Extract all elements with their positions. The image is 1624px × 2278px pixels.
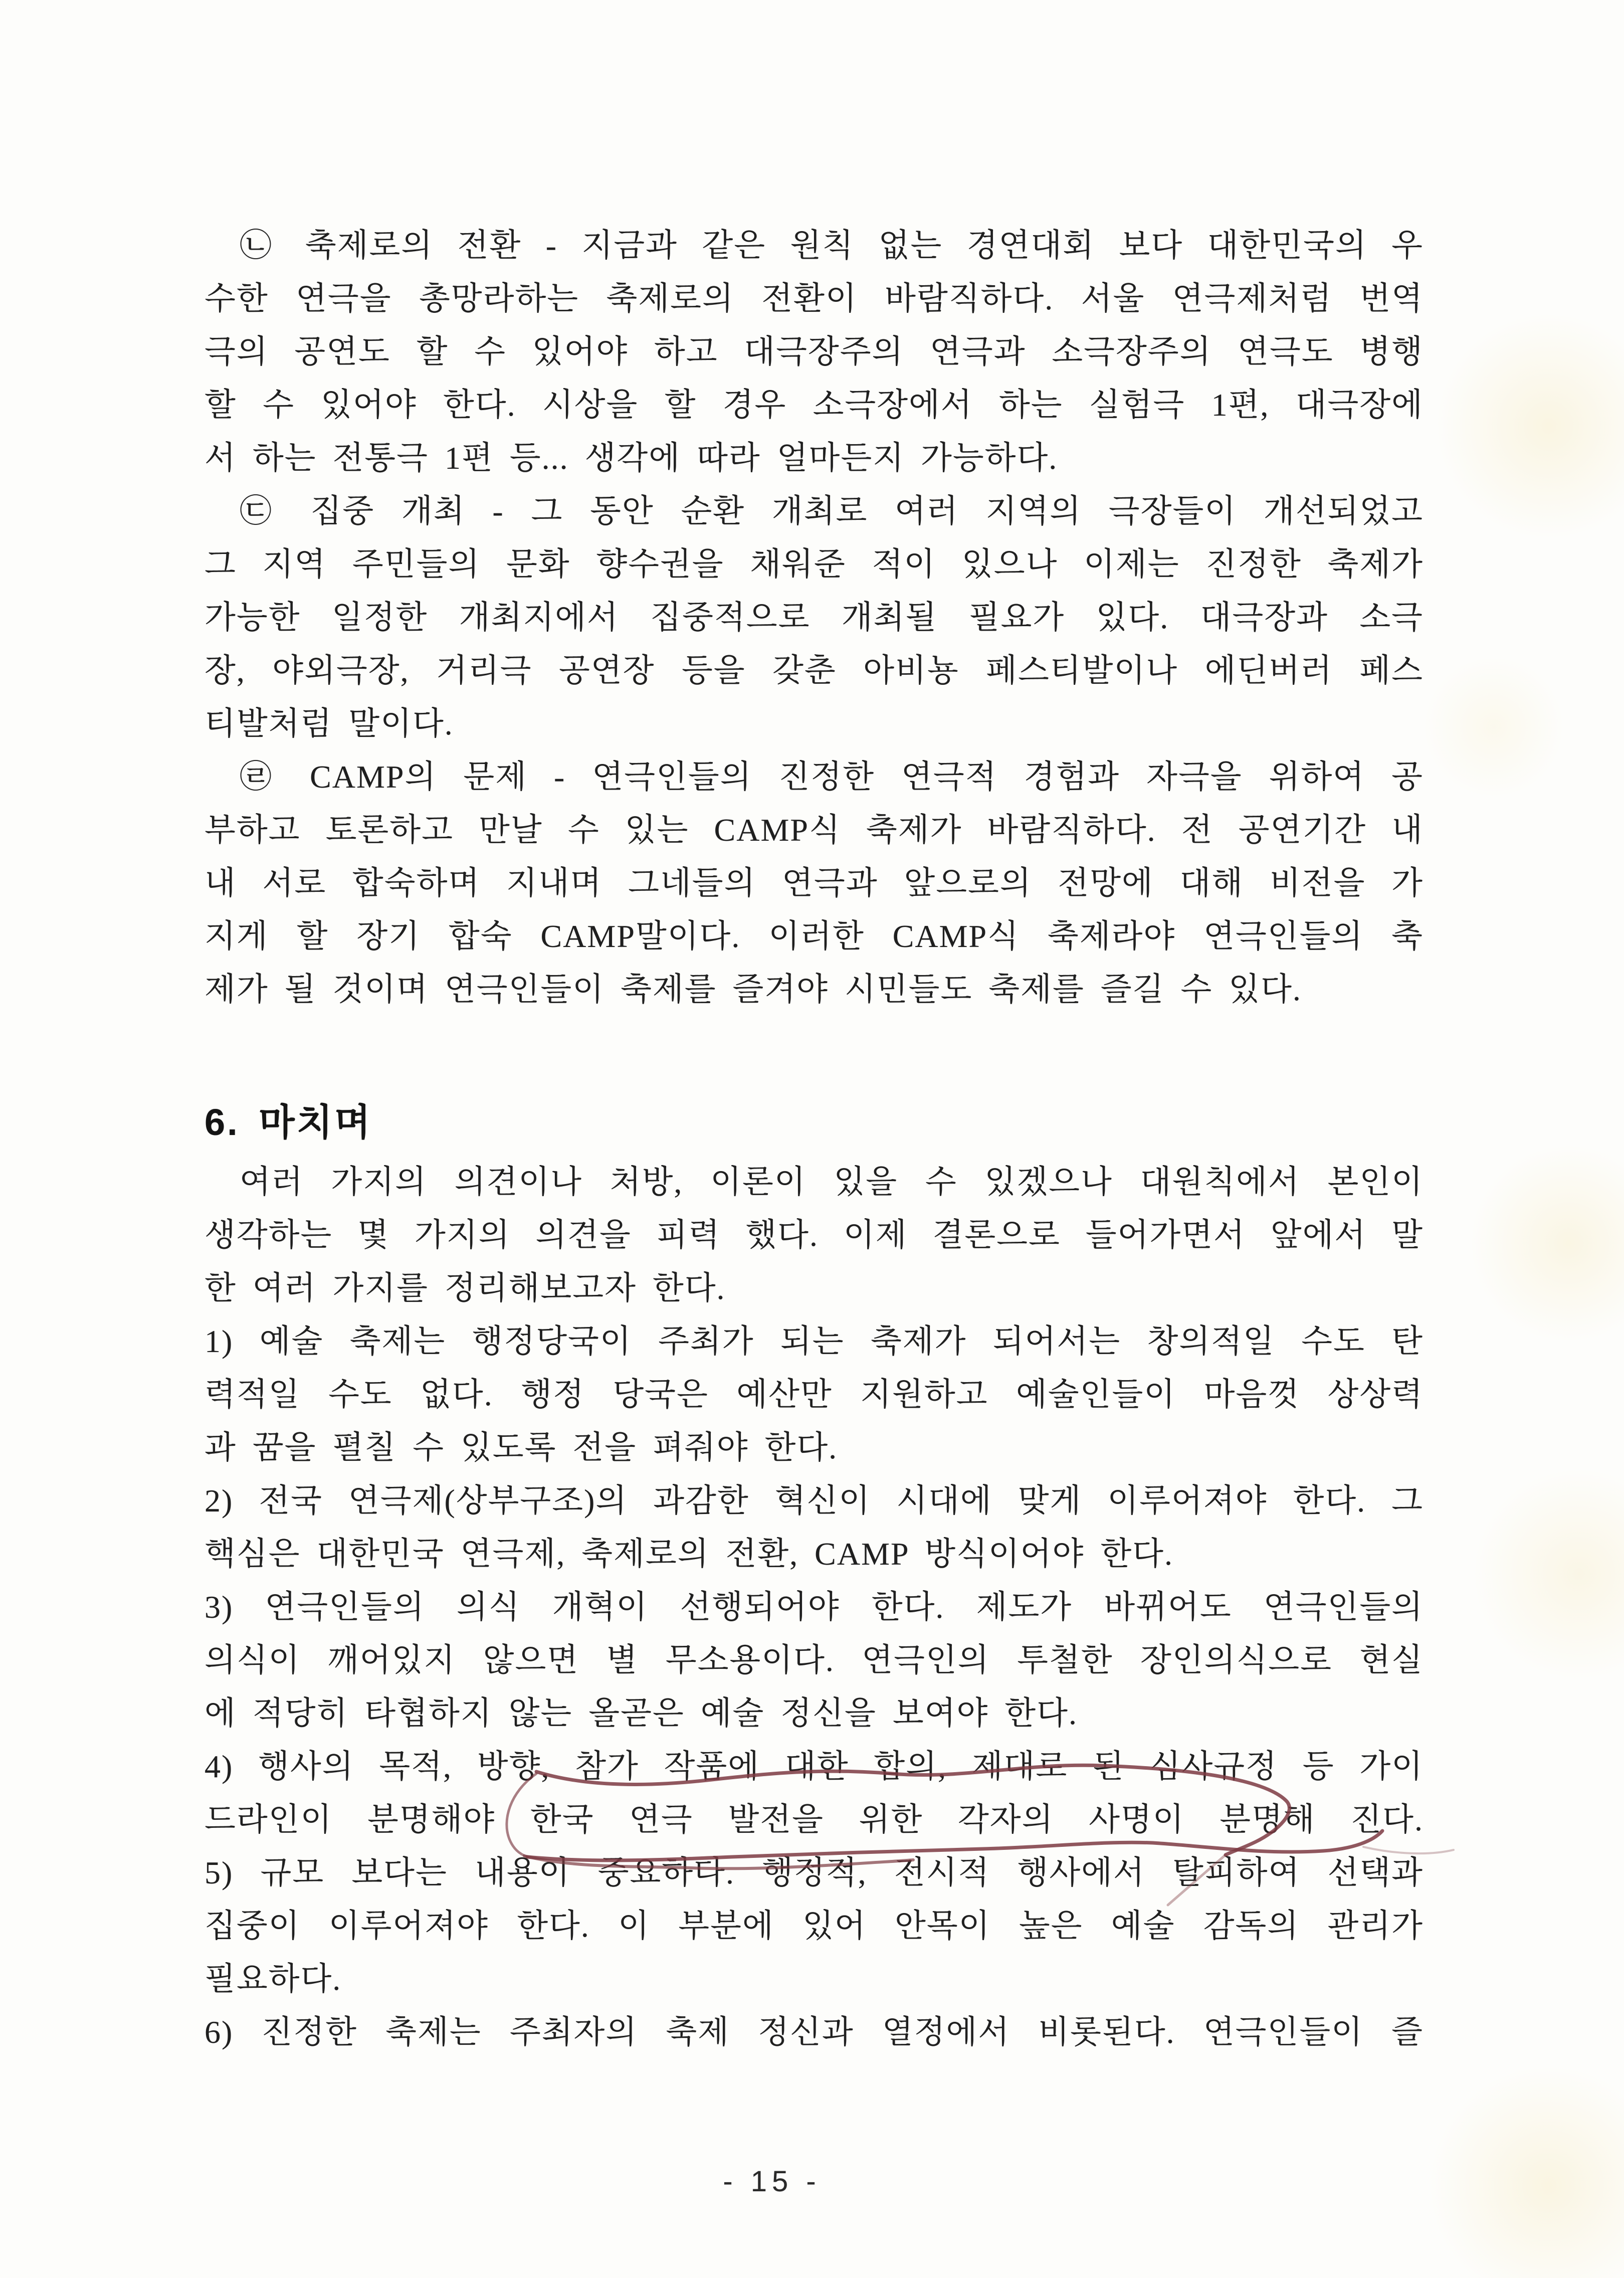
text-line: 1) 예술 축제는 행정당국이 주최가 되는 축제가 되어서는 창의적일 수도 탄 [205,1323,1424,1359]
text-line: 가능한 일정한 개최지에서 집중적으로 개최될 필요가 있다. 대극장과 소극 [205,600,1424,635]
text-line: 제가 될 것이며 연극인들이 축제를 즐겨야 시민들도 축제를 즐길 수 있다. [205,972,1302,1007]
item-6 [205,2006,1424,2059]
text-line: 4) 행사의 목적, 방향, 참가 작품에 대한 합의, 제대로 된 심사규정 등 가이 [205,1749,1424,1784]
text-line: 집중이 이루어져야 한다. 이 부분에 있어 안목이 높은 예술 감독의 관리가 [205,1908,1424,1944]
text-line: ㉢ 집중 개최 - 그 동안 순환 개최로 여러 지역의 극장들이 개선되었고 [240,493,1424,529]
text-line: 지게 할 장기 합숙 CAMP말이다. 이러한 CAMP식 축제라야 연극인들의 축 [205,918,1424,954]
item-2 [205,1474,1424,1581]
item-5 [205,1846,1424,2006]
heading-conclusion [205,1096,1424,1149]
text-line: 그 지역 주민들의 문화 향수권을 채워준 적이 있으나 이제는 진정한 축제가 [205,546,1424,582]
text-line: 의식이 깨어있지 않으면 별 무소용이다. 연극인의 투철한 장인의식으로 현실 [205,1642,1424,1678]
text-line: 핵심은 대한민국 연극제, 축제로의 전환, CAMP 방식이어야 한다. [205,1536,1173,1572]
para-conclusion-intro [205,1156,1424,1315]
text-line: 에 적당히 타협하지 않는 올곧은 예술 정신을 보여야 한다. [205,1695,1078,1731]
text-line: 생각하는 몇 가지의 의견을 피력 했다. 이제 결론으로 들어가면서 앞에서 말 [205,1217,1424,1253]
text-line: 한 여러 가지를 정리해보고자 한다. [205,1270,726,1306]
text-line: 력적일 수도 없다. 행정 당국은 예산만 지원하고 예술인들이 마음껏 상상력 [205,1377,1424,1412]
text-line: 3) 연극인들의 의식 개혁이 선행되어야 한다. 제도가 바뀌어도 연극인들의 [205,1589,1424,1625]
text-line: 6) 진정한 축제는 주최자의 축제 정신과 열정에서 비롯된다. 연극인들이 즐 [205,2014,1424,2050]
text-line: 여러 가지의 의견이나 처방, 이론이 있을 수 있겠으나 대원칙에서 본인이 [240,1164,1424,1200]
text-line: 드라인이 분명해야 한국 연극 발전을 위한 각자의 사명이 분명해 진다. [205,1802,1424,1837]
text-line: 할 수 있어야 한다. 시상을 할 경우 소극장에서 하는 실험극 1편, 대극장에 [205,387,1424,423]
text-line: 부하고 토론하고 만날 수 있는 CAMP식 축제가 바람직하다. 전 공연기간 내 [205,812,1424,848]
text-line: 5) 규모 보다는 내용이 중요하다. 행정적, 전시적 행사에서 탈피하여 선택과 [205,1855,1424,1890]
item-3 [205,1581,1424,1740]
para-concentrated-hosting [205,485,1424,750]
item-1 [205,1315,1424,1474]
page-number: - 15 - [723,2165,821,2198]
text-line: 과 꿈을 펼칠 수 있도록 전을 펴줘야 한다. [205,1430,838,1465]
text-line: 장, 야외극장, 거리극 공연장 등을 갖춘 아비뇽 페스티발이나 에딘버러 페스 [205,653,1424,688]
text-line: 필요하다. [205,1961,342,1997]
para-camp-issue [205,750,1424,1016]
text-line: 6. 마치며 [205,1101,372,1143]
text-block [205,0,1424,2278]
item-4 [205,1740,1424,1846]
text-line: 티발처럼 말이다. [205,706,454,741]
text-line: 서 하는 전통극 1편 등... 생각에 따라 얼마든지 가능하다. [205,440,1058,476]
text-line: 수한 연극을 총망라하는 축제로의 전환이 바람직하다. 서울 연극제처럼 번역 [205,281,1424,316]
text-line: ㉡ 축제로의 전환 - 지금과 같은 원칙 없는 경연대회 보다 대한민국의 우 [240,228,1424,263]
text-line: 내 서로 합숙하며 지내며 그네들의 연극과 앞으로의 전망에 대해 비전을 가 [205,865,1424,901]
para-festival-conversion [205,219,1424,485]
text-line: 극의 공연도 할 수 있어야 하고 대극장주의 연극과 소극장주의 연극도 병행 [205,334,1424,369]
text-line: 2) 전국 연극제(상부구조)의 과감한 혁신이 시대에 맞게 이루어져야 한다. 그 [205,1483,1424,1518]
text-line: ㉣ CAMP의 문제 - 연극인들의 진정한 연극적 경험과 자극을 위하여 공 [240,759,1424,795]
